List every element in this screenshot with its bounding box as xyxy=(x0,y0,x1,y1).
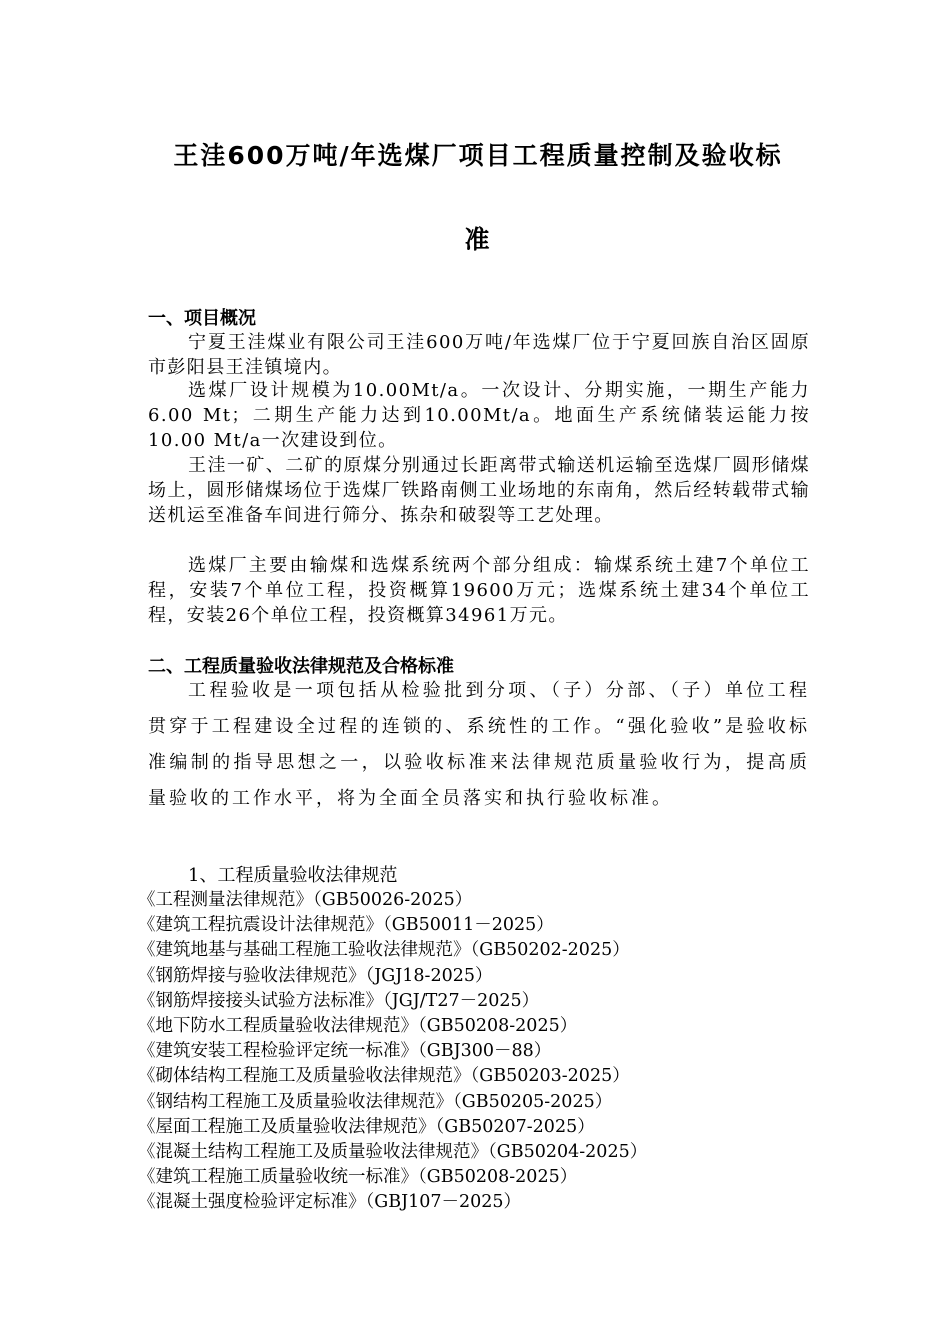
standard-item: 《屋面工程施工及质量验收法律规范》（GB50207-2025） xyxy=(138,1116,595,1137)
overview-paragraph-investment: 选煤厂主要由输煤和选煤系统两个部分组成：输煤系统土建7个单位工程，安装7个单位工程，投资概算19600万元；选煤系统土建34个单位工程，安装26个单位工程，投资概算34961万元。 xyxy=(148,555,810,626)
standards-intro-paragraph: 工程验收是一项包括从检验批到分项、（子）分部、（子）单位工程贯穿于工程建设全过程的连锁的、系统性的工作。“强化验收”是验收标准编制的指导思想之一，以验收标准来法律规范质量验收行为，提高质量验收的工作水平，将为全面全员落实和执行验收标准。 xyxy=(148,680,810,809)
standards-list xyxy=(138,888,647,1216)
standard-item: 《建筑安装工程检验评定统一标准》（GBJ300－88） xyxy=(138,1041,552,1062)
standard-item: 《钢结构工程施工及质量验收法律规范》（GB50205-2025） xyxy=(138,1091,613,1112)
overview-paragraph-process: 王洼一矿、二矿的原煤分别通过长距离带式输送机运输至选煤厂圆形储煤场上，圆形储煤场位于选煤厂铁路南侧工业场地的东南角，然后经转载带式输送机运至准备车间进行筛分、拣杂和破裂等工艺处理。 xyxy=(148,455,810,526)
standard-item: 《混凝土强度检验评定标准》（GBJ107－2025） xyxy=(138,1192,522,1213)
standard-item: 《钢筋焊接接头试验方法标准》（JGJ/T27－2025） xyxy=(138,990,540,1011)
standard-item: 《建筑工程施工质量验收统一标准》（GB50208-2025） xyxy=(138,1167,578,1188)
standard-item: 《地下防水工程质量验收法律规范》（GB50208-2025） xyxy=(138,1016,578,1037)
document-title: 王洼600万吨/年选煤厂项目工程质量控制及验收标 xyxy=(173,141,783,170)
overview-paragraph-location: 宁夏王洼煤业有限公司王洼600万吨/年选煤厂位于宁夏回族自治区固原市彭阳县王洼镇境内。 xyxy=(148,332,810,378)
standard-item: 《工程测量法律规范》（GB50026-2025） xyxy=(138,890,473,910)
section-heading-overview: 一、项目概况 xyxy=(148,308,256,329)
standard-item: 《建筑地基与基础工程施工验收法律规范》（GB50202-2025） xyxy=(138,940,630,961)
standards-subheading: 1、工程质量验收法律规范 xyxy=(188,865,398,886)
standard-item: 《混凝土结构工程施工及质量验收法律规范》（GB50204-2025） xyxy=(138,1142,648,1163)
standard-item: 《建筑工程抗震设计法律规范》（GB50011－2025） xyxy=(138,915,554,936)
document-title-continued: 准 xyxy=(464,225,492,254)
overview-paragraph-capacity: 选煤厂设计规模为10.00Mt/a。一次设计、分期实施，一期生产能力6.00 Mt；二期生产能力达到10.00Mt/a。地面生产系统储装运能力按10.00 Mt/a一次建设到位。 xyxy=(148,380,810,451)
section-heading-standards: 二、工程质量验收法律规范及合格标准 xyxy=(148,656,454,677)
standard-item: 《钢筋焊接与验收法律规范》（JGJ18-2025） xyxy=(138,965,493,986)
standard-item: 《砌体结构工程施工及质量验收法律规范》（GB50203-2025） xyxy=(138,1066,630,1087)
